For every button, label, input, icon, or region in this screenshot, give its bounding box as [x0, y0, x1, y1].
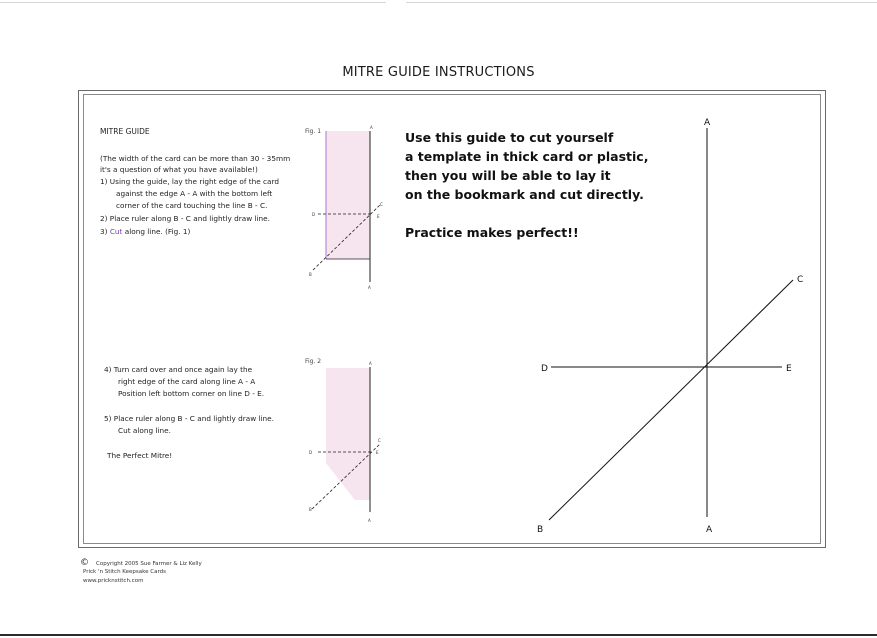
width-note-line-1: (The width of the card can be more than 30 - 35mm	[100, 154, 291, 163]
fig-1-e: E	[377, 214, 380, 219]
fig-1-d: D	[312, 212, 316, 217]
fig-2-b: B	[309, 507, 312, 512]
instruction-line-4: on the bookmark and cut directly.	[405, 187, 644, 202]
guide-e: E	[786, 364, 792, 374]
step-3-rest: along line. (Fig. 1)	[122, 227, 191, 236]
main-guide	[537, 118, 803, 535]
guide-a-top: A	[704, 118, 711, 128]
fig-2-a-top: A	[369, 361, 372, 366]
step-4-line-2: right edge of the card along line A - A	[118, 377, 256, 386]
width-note-line-2: it's a question of what you have available!)	[100, 165, 258, 174]
step-5-line-1: 5) Place ruler along B - C and lightly draw line.	[104, 414, 274, 423]
copyright-icon: ©	[80, 558, 89, 568]
fig-2-e: E	[376, 450, 379, 455]
footer-company: Prick 'n Stitch Keepsake Cards	[83, 569, 166, 575]
fig-1-a-bottom: A	[368, 285, 371, 290]
closing-text: The Perfect Mitre!	[107, 451, 173, 460]
step-4-line-1: 4) Turn card over and once again lay the	[104, 365, 253, 374]
footer-copyright: Copyright 2005 Sue Farmer & Liz Kelly	[96, 561, 202, 567]
fig-1-a-top: A	[370, 125, 373, 130]
fig-1-card	[326, 131, 370, 259]
figure-2	[309, 361, 381, 523]
step-1-line-2: against the edge A - A with the bottom left	[116, 189, 273, 198]
guide-b: B	[537, 525, 544, 535]
fig-2-card	[326, 368, 370, 500]
instruction-line-1: Use this guide to cut yourself	[405, 130, 614, 145]
fig-2-a-bottom: A	[368, 518, 371, 523]
fig-1-b: B	[309, 272, 312, 277]
figure-1	[309, 125, 383, 290]
instruction-line-3: then you will be able to lay it	[405, 168, 611, 183]
step-4-line-3: Position left bottom corner on line D - E.	[118, 389, 265, 398]
footer-website: www.pricknstitch.com	[83, 578, 144, 584]
step-3-prefix: 3)	[100, 227, 110, 236]
step-5-line-2: Cut along line.	[118, 426, 171, 435]
fig-2-c: C	[378, 438, 381, 443]
practice-text: Practice makes perfect!!	[405, 225, 579, 240]
step-3-cut-word: Cut	[109, 227, 123, 236]
instruction-line-2: a template in thick card or plastic,	[405, 149, 649, 164]
mitre-guide-heading: MITRE GUIDE	[100, 127, 150, 136]
step-2: 2) Place ruler along B - C and lightly draw line.	[100, 214, 270, 223]
fig-2-d: D	[309, 450, 313, 455]
guide-d: D	[541, 364, 548, 374]
guide-c: C	[797, 275, 804, 285]
page-title: MITRE GUIDE INSTRUCTIONS	[342, 65, 535, 80]
fig-1-c: C	[380, 202, 383, 207]
fig-2-label: Fig. 2	[305, 358, 322, 365]
step-1-line-1: 1) Using the guide, lay the right edge of the card	[100, 177, 279, 186]
guide-line-b-c	[549, 280, 793, 520]
step-1-line-3: corner of the card touching the line B - C.	[116, 201, 268, 210]
fig-1-label: Fig. 1	[305, 128, 322, 135]
guide-a-bottom: A	[706, 525, 713, 535]
